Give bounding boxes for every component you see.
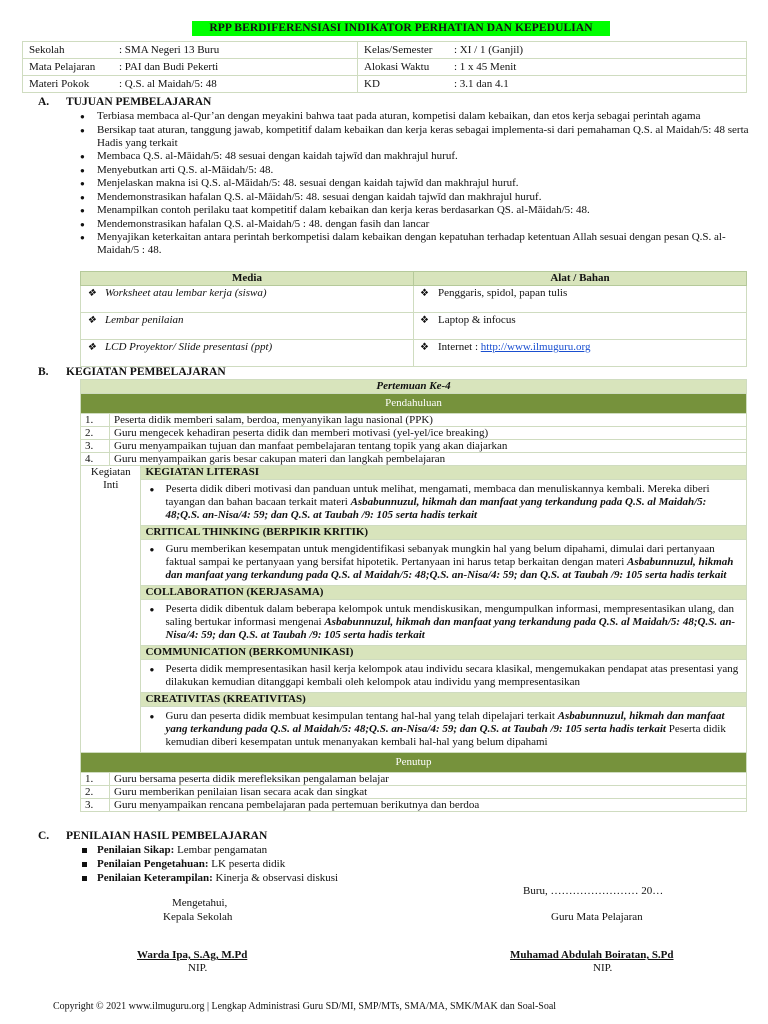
subject-value: : PAI dan Budi Pekerti	[113, 59, 358, 76]
collaboration-body	[141, 600, 747, 646]
ilmuguru-link[interactable]: http://www.ilmuguru.org	[480, 341, 591, 353]
tools-cell	[414, 340, 747, 367]
copyright-footer: Copyright © 2021 www.ilmuguru.org | Lengkap Administrasi Guru SD/MI, SMP/MTs, SMA/MA, SMK/MAK dan Soal-Soal	[53, 1001, 557, 1012]
teacher-nip: NIP.	[593, 962, 613, 974]
kd-value: : 3.1 dan 4.1	[448, 76, 747, 93]
body-text: Peserta didik diberi motivasi dan panduan untuk melihat, mengamati, membaca dan menuliskannya kembali. Mereka diberi tayangan dan bahan bacaan terkait materi	[165, 483, 710, 508]
school-value: : SMA Negeri 13 Buru	[113, 42, 358, 59]
diamond-bullet-icon: ❖	[420, 315, 429, 326]
time-value: : 1 x 45 Menit	[448, 59, 747, 76]
topic-label: Materi Pokok	[23, 76, 114, 93]
tools-text: Laptop & infocus	[438, 314, 516, 326]
section-a-heading	[38, 96, 211, 109]
assessment-type: Penilaian Keterampilan:	[97, 872, 213, 884]
list-item	[80, 872, 680, 885]
media-header: Media	[81, 272, 414, 286]
diamond-bullet-icon: ❖	[87, 315, 96, 326]
table-row: Guru mengecek kehadiran peserta didik dan memberi motivasi (yel-yel/ice breaking)	[110, 427, 747, 440]
body-emphasis: Asbabunnuzul, hikmah dan manfaat yang terkandung pada Q.S. al Maidah/5: 48;Q.S. an-Nisa/4: 59; dan Q.S. at Taubah /9: 105 serta hadis terkait	[165, 710, 725, 735]
class-value: : XI / 1 (Ganjil)	[448, 42, 747, 59]
section-c-heading	[38, 830, 267, 843]
principal-nip: NIP.	[188, 962, 208, 974]
section-a-title: TUJUAN PEMBELAJARAN	[66, 96, 212, 108]
teacher-name: Muhamad Abdulah Boiratan, S.Pd	[510, 949, 674, 961]
place-date: Buru, …………………… 20…	[523, 885, 664, 897]
list-item: ● Menjelaskan makna isi Q.S. al-Māidah/5: 48. sesuai dengan kaidah tajwīd dan makhrajul huruf.	[80, 177, 750, 190]
creativity-heading: CREATIVITAS (KREATIVITAS)	[141, 693, 747, 707]
table-row: Guru bersama peserta didik merefleksikan pengalaman belajar	[110, 773, 747, 786]
kd-label: KD	[358, 76, 449, 93]
tools-text: Internet :	[438, 341, 481, 353]
list-item: ● Menyebutkan arti Q.S. al-Māidah/5: 48.	[80, 164, 750, 177]
body-emphasis: Asbabunnuzul, hikmah dan manfaat yang terkandung pada Q.S. al Maidah/5: 48;Q.S. an-Nisa/4: 59; dan Q.S. at Taubah /9: 105 serta hadis terkait	[165, 616, 736, 641]
list-item: ● Menampilkan contoh perilaku taat kompetitif dalam kebaikan dan kerja keras berdasarkan QS. al-Māidah/5: 48.	[80, 204, 750, 217]
table-row: Peserta didik memberi salam, berdoa, menyanyikan lagu nasional (PPK)	[110, 414, 747, 427]
media-text: Worksheet atau lembar kerja (siswa)	[105, 287, 267, 299]
communication-body	[141, 660, 747, 693]
time-label: Alokasi Waktu	[358, 59, 449, 76]
assessment-tool: LK peserta didik	[208, 858, 286, 870]
literacy-heading: KEGIATAN LITERASI	[141, 466, 747, 480]
identity-table	[22, 41, 747, 93]
media-cell	[81, 340, 414, 367]
body-emphasis: Asbabunnuzul, hikmah dan manfaat yang terkandung pada Q.S. al Maidah/5: 48;Q.S. an-Nisa/4: 59; dan Q.S. at Taubah /9: 105 serta hadis terkait	[165, 496, 707, 521]
assessment-type: Penilaian Pengetahuan:	[97, 858, 209, 870]
row-number: 1.	[81, 414, 110, 427]
list-item	[80, 858, 680, 871]
creativity-body	[141, 707, 747, 753]
row-number: 3.	[81, 440, 110, 453]
media-text: Lembar penilaian	[105, 314, 184, 326]
topic-value: : Q.S. al Maidah/5: 48	[113, 76, 358, 93]
critical-thinking-body	[141, 540, 747, 586]
teacher-title: Guru Mata Pelajaran	[551, 911, 643, 923]
body-text: Peserta didik dibentuk dalam beberapa kelompok untuk mendiskusikan, mengumpulkan informasi, mempresentasikan ulang, dan saling bertukar informasi mengenai	[165, 603, 734, 628]
closing-band: Penutup	[81, 753, 747, 773]
assessment-list	[80, 844, 680, 886]
list-item: ● Menyajikan keterkaitan antara perintah berkompetisi dalam kebaikan dengan kepatuhan terhadap ketentuan Allah sesuai dengan pesan Q.S. al-Maidah/5 : 48.	[80, 231, 750, 257]
list-item: ● Terbiasa membaca al-Qur’an dengan meyakini bahwa taat pada aturan, kompetisi dalam kebaikan, dan etos kerja sebagai perintah agama	[80, 110, 750, 123]
opening-band: Pendahuluan	[81, 394, 747, 414]
table-row: Guru menyampaikan tujuan dan manfaat pembelajaran tentang topik yang akan diajarkan	[110, 440, 747, 453]
principal-name: Warda Ipa, S.Ag, M.Pd	[137, 949, 248, 961]
acknowledged-label: Mengetahui,	[172, 897, 228, 909]
list-item: ● Mendemonstrasikan hafalan Q.S. al-Maidah/5 : 48. dengan fasih dan lancar	[80, 218, 750, 231]
section-b-number: B.	[38, 366, 49, 378]
section-b-heading	[38, 366, 226, 379]
tools-text: Penggaris, spidol, papan tulis	[438, 287, 568, 299]
core-activity-label: Kegiatan Inti	[81, 466, 141, 753]
body-emphasis: Asbabunnuzul, hikmah dan manfaat yang terkandung pada Q.S. al Maidah/5: 48;Q.S. an-Nisa/4: 59; dan Q.S. at Taubah /9: 105 serta hadis terkait	[165, 556, 734, 581]
row-number: 2.	[81, 427, 110, 440]
activities-table	[80, 379, 747, 812]
meeting-label: Pertemuan Ke-4	[81, 380, 747, 394]
diamond-bullet-icon: ❖	[87, 288, 96, 299]
media-text: LCD Proyektor/ Slide presentasi (ppt)	[105, 341, 273, 353]
assessment-tool: Lembar pengamatan	[174, 844, 268, 856]
principal-title: Kepala Sekolah	[163, 911, 233, 923]
table-row: Guru menyampaikan garis besar cakupan materi dan langkah pembelajaran	[110, 453, 747, 466]
media-table	[80, 271, 747, 367]
row-number: 2.	[81, 786, 110, 799]
body-text: Guru memberikan kesempatan untuk mengidentifikasi sebanyak mungkin hal yang belum dipahami, dimulai dari pertanyaan faktual sampai ke pertanyaan yang bersifat hipotetik. Pertanyaan ini harus tetap berkaitan dengan materi	[165, 543, 715, 568]
list-item: ● Mendemonstrasikan hafalan Q.S. al-Māidah/5: 48. sesuai dengan kaidah tajwīd dan makhrajul huruf.	[80, 191, 750, 204]
body-text: Peserta didik mempresentasikan hasil kerja kelompok atau individu secara klasikal, mengemukakan pendapat atas presentasi yang dilakukan kemudian ditanggapi kembali oleh kelompok atau individu yang mempresentasikan	[165, 663, 739, 688]
school-label: Sekolah	[23, 42, 114, 59]
objectives-list	[80, 110, 750, 258]
media-cell	[81, 313, 414, 340]
diamond-bullet-icon: ❖	[87, 342, 96, 353]
body-text: Peserta didik kemudian diberi kesempatan untuk menanyakan kembali hal-hal yang belum dipahami	[165, 723, 726, 748]
section-b-title: KEGIATAN PEMBELAJARAN	[66, 366, 226, 378]
row-number: 3.	[81, 799, 110, 812]
section-c-number: C.	[38, 830, 50, 842]
list-item: ● Membaca Q.S. al-Māidah/5: 48 sesuai dengan kaidah tajwīd dan makhrajul huruf.	[80, 150, 750, 163]
assessment-tool: Kinerja & observasi diskusi	[212, 872, 339, 884]
literacy-body	[141, 480, 747, 526]
communication-heading: COMMUNICATION (BERKOMUNIKASI)	[141, 646, 747, 660]
critical-thinking-heading: CRITICAL THINKING (BERPIKIR KRITIK)	[141, 526, 747, 540]
list-item: ● Bersikap taat aturan, tanggung jawab, kompetitif dalam kebaikan dan kerja keras sebagai implementa-si dari pemahaman Q.S. al Maidah/5: 48 serta Hadis yang terkait	[80, 124, 750, 150]
diamond-bullet-icon: ❖	[420, 342, 429, 353]
tools-header: Alat / Bahan	[414, 272, 747, 286]
collaboration-heading: COLLABORATION (KERJASAMA)	[141, 586, 747, 600]
assessment-type: Penilaian Sikap:	[97, 844, 175, 856]
row-number: 4.	[81, 453, 110, 466]
media-cell	[81, 286, 414, 313]
row-number: 1.	[81, 773, 110, 786]
table-row: Guru menyampaikan rencana pembelajaran pada pertemuan berikutnya dan berdoa	[110, 799, 747, 812]
section-a-number: A.	[38, 96, 50, 108]
document-title: RPP BERDIFERENSIASI INDIKATOR PERHATIAN DAN KEPEDULIAN	[192, 21, 610, 36]
body-text: Guru dan peserta didik membuat kesimpulan tentang hal-hal yang telah dipelajari terkait	[165, 710, 558, 722]
table-row: Guru memberikan penilaian lisan secara acak dan singkat	[110, 786, 747, 799]
subject-label: Mata Pelajaran	[23, 59, 114, 76]
list-item	[80, 844, 680, 857]
tools-cell	[414, 313, 747, 340]
diamond-bullet-icon: ❖	[420, 288, 429, 299]
section-c-title: PENILAIAN HASIL PEMBELAJARAN	[66, 830, 268, 842]
tools-cell	[414, 286, 747, 313]
class-label: Kelas/Semester	[358, 42, 449, 59]
